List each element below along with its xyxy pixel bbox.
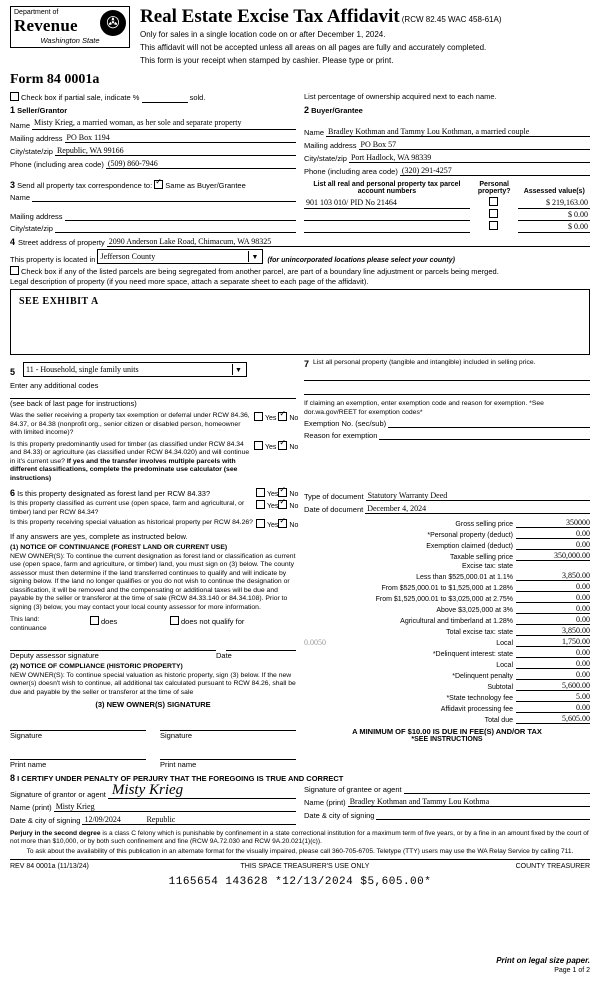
partial-sale-checkbox[interactable]	[10, 92, 19, 101]
buyer-section	[304, 105, 590, 176]
reason-label: Reason for exemption	[304, 431, 378, 441]
calc-label-4: Excise tax: state	[462, 563, 513, 571]
table-row	[304, 220, 590, 232]
calc-value-7: 0.00	[516, 593, 590, 603]
grantor-print-label: Name (print)	[10, 802, 52, 812]
correspondence-section	[10, 180, 296, 233]
personal-property-header: Personal property?	[477, 181, 511, 196]
calc-label-8: Above $3,025,000 at 3%	[436, 607, 513, 615]
seller-city-label: City/state/zip	[10, 146, 53, 156]
does-label: does	[101, 617, 118, 627]
doc-date-label: Date of document	[304, 505, 364, 515]
section8	[10, 773, 590, 825]
county-treasurer-label: COUNTY TREASURER	[515, 863, 590, 871]
legal-description-note: Legal description of property (if you need more space, attach a separate sheet to each page of the affidavit).	[10, 277, 369, 287]
buyer-phone-label: Phone (including area code)	[304, 167, 398, 177]
calc-value-14[interactable]: 0.00	[516, 670, 590, 680]
section5-question-2: Is this property predominantly used for timber (as classified under RCW 84.34 and 84.33) or agriculture (as classified under RCW 84.34.020) and will continue in it's current use?	[10, 440, 250, 465]
calc-value-3: 350,000.00	[516, 551, 590, 561]
calc-value-17: 0.00	[516, 703, 590, 713]
seller-heading: Seller/Grantor	[17, 106, 68, 116]
calc-value-18: 5,605.00	[516, 714, 590, 724]
q1-no-checkbox[interactable]	[278, 412, 287, 421]
grantor-sig-label: Signature of grantor or agent	[10, 789, 106, 799]
use-code-select[interactable]	[23, 362, 247, 377]
section8-num: 8	[10, 773, 16, 784]
section4-num: 4	[10, 237, 16, 248]
calc-value-5: 3,850.00	[516, 571, 590, 581]
calc-value-12[interactable]: 0.00	[516, 648, 590, 658]
calc-label-1: *Personal property (deduct)	[427, 532, 513, 540]
perjury-body: is a class C felony which is punishable by confinement in a state correctional institution for a maximum term of five years, or by a fine in an amount fixed by the court of not more than $10,000, or by both such confinement and fine (RCW 9A.72.030 and RCW 9A.20.021(1)(c)).	[10, 829, 589, 845]
buyer-mailing-label: Mailing address	[304, 141, 357, 151]
section5	[10, 359, 299, 483]
calc-label-0: Gross selling price	[455, 521, 513, 529]
parcel-number-0[interactable]: 901 103 010/ PID No 21464	[304, 196, 470, 208]
section6-question-1: Is this property designated as forest land per RCW 84.33?	[17, 489, 211, 499]
calc-label-10: Total excise tax: state	[446, 629, 513, 637]
partial-sale-line	[10, 92, 296, 103]
calc-label-6: From $525,000.01 to $1,525,000 at 1.28%	[381, 585, 513, 593]
section7-intro: List all personal property (tangible and intangible) included in selling price.	[313, 359, 536, 367]
rev-number: REV 84 0001a (11/13/24)	[10, 863, 89, 871]
section6-question-3: Is this property receiving special valuation as historical property per RCW 84.26?	[10, 519, 253, 527]
chevron-down-icon[interactable]: ▼	[232, 364, 244, 375]
header-line-2: This affidavit will not be accepted unless all areas on all pages are fully and accurately completed.	[140, 42, 487, 52]
print-note: Print on legal size paper.	[496, 956, 590, 965]
grantee-print-value[interactable]: Bradley Kothman and Tammy Lou Kothma	[348, 797, 590, 807]
assessed-value-2[interactable]: $ 0.00	[518, 220, 590, 232]
doc-date-value[interactable]: December 4, 2024	[365, 504, 590, 514]
calc-label-16: *State technology fee	[446, 695, 513, 703]
calc-value-13[interactable]: 0.00	[516, 659, 590, 669]
s6q2-yes-checkbox[interactable]	[256, 500, 265, 509]
tax-calculation	[304, 488, 590, 769]
calc-value-11: 1,750.00	[516, 637, 590, 647]
buyer-city-label: City/state/zip	[304, 154, 347, 164]
calc-label-5: Less than $525,000.01 at 1.1%	[416, 574, 513, 582]
perjury-note	[10, 830, 590, 846]
parcel-table	[304, 180, 590, 233]
buyer-num: 2	[304, 105, 310, 116]
segregation-label: Check box if any of the listed parcels are being segregated from another parcel, are part of a boundary line adjustment or parcels being merged.	[21, 267, 499, 277]
personal-property-checkbox-0[interactable]	[489, 197, 498, 206]
does-not-label: does not qualify for	[181, 617, 245, 627]
exemption-no-label: Exemption No. (sec/sub)	[304, 419, 387, 429]
section7-num: 7	[304, 359, 310, 370]
ownership-note: List percentage of ownership acquired next to each name.	[304, 92, 497, 102]
q1-no-label: No	[289, 415, 299, 423]
notice3-title: (3) NEW OWNER(S) SIGNATURE	[95, 700, 211, 710]
county-select[interactable]	[97, 249, 263, 264]
exemption-note: If claiming an exemption, enter exemption code and reason for exemption. *See dor.wa.gov/REET for exemption codes*	[304, 400, 544, 416]
page-header	[10, 6, 590, 66]
seller-section	[10, 105, 296, 176]
calc-label-14: *Delinquent penalty	[452, 673, 513, 681]
personal-property-field-1[interactable]	[304, 371, 590, 381]
additional-codes-field[interactable]	[10, 390, 296, 399]
grantee-date-label: Date & city of signing	[304, 811, 375, 821]
q2-yes-label: Yes	[265, 443, 277, 451]
see-instructions-note: *SEE INSTRUCTIONS	[411, 736, 483, 744]
same-as-buyer-label: Same as Buyer/Grantee	[165, 181, 246, 191]
section4	[10, 237, 590, 355]
continuance-label: continuance	[10, 624, 47, 632]
deputy-date-label: Date	[216, 651, 232, 661]
exemption-no-field[interactable]	[388, 427, 590, 428]
calc-value-2[interactable]: 0.00	[516, 540, 590, 550]
calc-value-1[interactable]: 0.00	[516, 529, 590, 539]
sold-label: sold.	[189, 93, 206, 103]
buyer-name-value[interactable]: Bradley Kothman and Tammy Lou Kothman, a married couple	[326, 127, 590, 137]
calc-label-13: Local	[496, 662, 513, 670]
page-number: Page 1 of 2	[554, 967, 590, 974]
calc-value-15: 5,600.00	[516, 681, 590, 691]
minimum-due-note: A MINIMUM OF $10.00 IS DUE IN FEE(S) AND/OR TAX	[352, 727, 542, 737]
s6q3-no-checkbox[interactable]	[278, 519, 287, 528]
grantor-signature[interactable]: Misty Krieg	[108, 784, 296, 799]
does-checkbox[interactable]	[90, 616, 99, 625]
s6q2-no-checkbox[interactable]	[278, 500, 287, 509]
parcel-header: List all real and personal property tax parcel account numbers	[313, 181, 461, 196]
legal-description-text: SEE EXHIBIT A	[19, 296, 99, 308]
notice2-body: NEW OWNER(S): To continue special valuation as historic property, sign (3) below. If the new owner(s) doesn't wish to continue, all additional tax calculated pursuant to RCW 84.26, shall be due and payable by the seller or transferor at the time of sale	[10, 671, 296, 696]
buyer-phone-value[interactable]: (320) 291-4257	[400, 166, 590, 176]
section3-num: 3	[10, 180, 16, 191]
located-in-label: This property is located in	[10, 255, 96, 265]
section5-question-1: Was the seller receiving a property tax exemption or deferral under RCW 84.36, 84.37, or 84.38 (nonprofit org., senior citizen or disabled person, homeowner with limited income)?	[10, 412, 250, 437]
calc-value-0[interactable]: 350000	[516, 518, 590, 528]
same-as-buyer-checkbox[interactable]	[154, 180, 163, 189]
new-owner-print-label-1: Print name	[10, 760, 47, 770]
personal-property-checkbox-1[interactable]	[489, 209, 498, 218]
buyer-heading: Buyer/Grantee	[311, 106, 363, 116]
revenue-swirl-icon: ✇	[100, 10, 126, 36]
section6: 6 Is this property designated as forest land per RCW 84.33? Yes ✓ No Is this property classified as current use (open space, farm and agricultural, or timber) land per RCW 84.34? Yes ✓ No Is this property receiving special valuation as historical property per RCW 84.26? Yes ✓ No If any answers are yes, complete as instructed below. (1) NOTICE OF CONTINUANCE (FOREST LAND OR CURRENT USE) NEW OWNER(S): To continue the current designation as forest land or classification as current use (open space, farm and agriculture, or timber) land, you must sign on (3) below. The county assessor must then determine if the land transferred continues to qualify and will indicate by signing below. If the land no longer qualifies or you do not wish to continue the designation or classification, it will be removed and the compensating or additional taxes will be due and payable by the seller or transferor at the time of sale (RCW 84.33.140 or 84.34.108). Prior to signing (3) below, you may contact your local county assessor for more information. This land: continuance does does not qualify for Deputy assessor signature Date (2) NOTICE OF COMPLIANCE (HISTORIC PROPERTY) NEW OWNER(S): To continue special valuation as historic property, sign (3) below. If the new owner(s) doesn't wish to continue, all additional tax calculated pursuant to RCW 84.26, shall be due and payable by the seller or transferor at the time of sale (3) NEW OWNER(S) SIGNATURE Signature Signature Print name Print name	[10, 488, 296, 769]
notice1-body: NEW OWNER(S): To continue the current designation as forest land or classification as current use (open space, farm and agriculture, or timber) land, you must sign on (3) below. The county assessor must then determine if the land transferred continues to qualify and will indicate by signing below. If the land no longer qualifies or you do not wish to continue the designation or classification, it will be removed and the compensating or additional taxes will be due and payable by the seller or transferor at the time of sale (RCW 84.33.140 or 84.34.108). Prior to signing (3) below, you may contact your local county assessor for more information.	[10, 552, 296, 611]
treasurer-stamp: 1165654 143628 *12/13/2024 $5,605.00*	[168, 876, 432, 889]
header-line-1: Only for sales in a single location code on or after December 1, 2024.	[140, 30, 386, 39]
header-line-3: This form is your receipt when stamped by cashier. Please type or print.	[140, 55, 394, 65]
corr-mailing-value[interactable]	[65, 220, 296, 221]
calc-label-17: Affidavit processing fee	[440, 706, 513, 714]
calc-label-2: Exemption claimed (deduct)	[426, 543, 513, 551]
calc-value-9: 0.00	[516, 615, 590, 625]
section3-label: Send all property tax correspondence to:	[17, 181, 153, 191]
page-title: Real Estate Excise Tax Affidavit	[140, 6, 400, 27]
seller-city-value[interactable]: Republic, WA 99166	[55, 146, 296, 156]
seller-phone-value[interactable]: (509) 860-7946	[106, 159, 296, 169]
see-back-note: (see back of last page for instructions)	[10, 399, 137, 409]
new-owner-sig-label-2: Signature	[160, 731, 193, 741]
section5-question-2-bold: If yes and the transfer involves multiple parcels with different classifications, complete the predominate use calculator (see instructions)	[10, 457, 238, 482]
grantor-date-value[interactable]: 12/09/2024	[82, 815, 144, 825]
calc-label-15: Subtotal	[487, 684, 513, 692]
calc-label-9: Agricultural and timberland at 1.28%	[400, 618, 513, 626]
deputy-assessor-label: Deputy assessor signature	[10, 651, 99, 661]
county-value: Jefferson County	[100, 252, 156, 262]
calc-value-6: 0.00	[516, 582, 590, 592]
corr-city-label: City/state/zip	[10, 224, 53, 234]
grantee-print-label: Name (print)	[304, 798, 346, 808]
assessed-value-header: Assessed value(s)	[523, 188, 585, 196]
corr-mailing-label: Mailing address	[10, 212, 63, 222]
corr-name-label: Name	[10, 193, 31, 203]
calc-label-7: From $1,525,000.01 to $3,025,000 at 2.75%	[375, 596, 513, 604]
segregation-checkbox[interactable]	[10, 266, 19, 275]
agency-logo	[10, 6, 130, 48]
seller-mailing-label: Mailing address	[10, 133, 63, 143]
local-rate: 0.0050	[304, 638, 326, 648]
partial-sale-label: Check box if partial sale, indicate %	[21, 93, 140, 103]
use-code-value: 11 - Household, single family units	[26, 365, 139, 375]
q1-yes-checkbox[interactable]	[254, 412, 263, 421]
new-owner-sig-label-1: Signature	[10, 731, 43, 741]
corr-city-value[interactable]	[55, 232, 296, 233]
section5-num: 5	[10, 367, 16, 378]
grantor-date-label: Date & city of signing	[10, 815, 81, 825]
perjury-title: Perjury in the second degree	[10, 829, 101, 837]
buyer-mailing-value[interactable]: PO Box 57	[359, 140, 590, 150]
section6-num: 6	[10, 488, 16, 499]
seller-name-value[interactable]: Misty Krieg, a married woman, as her sole and separate property	[32, 118, 296, 129]
calc-label-12: *Delinquent interest: state	[432, 651, 513, 659]
new-owner-print-label-2: Print name	[160, 760, 197, 770]
table-row	[304, 208, 590, 220]
state-label: Washington State	[40, 36, 100, 45]
rcw-reference: (RCW 82.45 WAC 458-61A)	[401, 15, 502, 24]
personal-property-checkbox-2[interactable]	[489, 221, 498, 230]
doc-type-label: Type of document	[304, 492, 364, 502]
street-address-label: Street address of property	[18, 238, 105, 248]
certify-text: I CERTIFY UNDER PENALTY OF PERJURY THAT THE FOREGOING IS TRUE AND CORRECT	[17, 774, 344, 784]
additional-codes-label: Enter any additional codes	[10, 381, 99, 391]
notice2-title: (2) NOTICE OF COMPLIANCE (HISTORIC PROPERTY)	[10, 663, 183, 671]
grantee-sig-label: Signature of grantee or agent	[304, 785, 402, 795]
ada-note: To ask about the availability of this publication in an alternate format for the visually impaired, please call 360-705-6705. Teletype (TTY) users may use the WA Relay Service by calling 711.	[26, 847, 574, 855]
s6q1-no-checkbox[interactable]	[278, 488, 287, 497]
grantor-print-value[interactable]: Misty Krieg	[54, 802, 296, 812]
calc-value-8: 0.00	[516, 604, 590, 614]
calc-value-16: 5.00	[516, 692, 590, 702]
parcel-number-2[interactable]	[304, 220, 470, 232]
calc-label-11: Local	[496, 640, 513, 648]
reason-field[interactable]	[379, 439, 590, 440]
footer-row	[10, 863, 590, 870]
assessed-value-0[interactable]: $ 219,163.00	[518, 196, 590, 208]
calc-label-3: Taxable selling price	[449, 554, 513, 562]
grantee-date-value[interactable]	[376, 810, 590, 820]
form-number: Form 84 0001a	[10, 72, 100, 88]
grantee-signature[interactable]	[404, 784, 590, 794]
seller-name-label: Name	[10, 120, 31, 130]
doc-type-value[interactable]: Statutory Warranty Deed	[366, 491, 590, 501]
this-land-label: This land:	[10, 616, 40, 624]
section7	[304, 359, 590, 483]
chevron-down-icon[interactable]: ▼	[248, 251, 260, 262]
s6q3-yes-checkbox[interactable]	[256, 519, 265, 528]
assessed-value-1[interactable]: $ 0.00	[518, 208, 590, 220]
q1-yes-label: Yes	[265, 415, 277, 423]
table-row	[304, 196, 590, 208]
buyer-name-label: Name	[304, 128, 325, 138]
revenue-label: Revenue	[14, 16, 78, 35]
q2-no-checkbox[interactable]	[278, 441, 287, 450]
personal-property-field-2[interactable]	[304, 385, 590, 395]
street-address-value[interactable]: 2090 Anderson Lake Road, Chimacum, WA 98325	[107, 237, 590, 247]
s6q1-yes-checkbox[interactable]	[256, 488, 265, 497]
buyer-city-value[interactable]: Port Hadlock, WA 98339	[349, 153, 590, 163]
treasurer-space-label: THIS SPACE TREASURER'S USE ONLY	[240, 863, 370, 871]
seller-num: 1	[10, 105, 16, 116]
seller-mailing-value[interactable]: PO Box 1194	[65, 133, 296, 143]
if-any-note: If any answers are yes, complete as instructed below.	[10, 532, 188, 542]
q2-no-label: No	[289, 443, 299, 451]
corr-name-value[interactable]	[32, 201, 296, 202]
dept-label: Department of	[14, 9, 59, 16]
calc-label-18: Total due	[484, 717, 513, 725]
notice1-title: (1) NOTICE OF CONTINUANCE (FOREST LAND OR CURRENT USE)	[10, 544, 228, 552]
does-not-checkbox[interactable]	[170, 616, 179, 625]
grantor-city-value[interactable]: Republic	[144, 815, 296, 825]
legal-description-box[interactable]	[10, 289, 590, 355]
county-note: (for unincorporated locations please select your county)	[267, 257, 455, 265]
parcel-number-1[interactable]	[304, 208, 470, 220]
calc-value-10: 3,850.00	[516, 626, 590, 636]
seller-phone-label: Phone (including area code)	[10, 159, 104, 169]
q2-yes-checkbox[interactable]	[254, 441, 263, 450]
section6-question-2: Is this property classified as current use (open space, farm and agricultural, or timber) land per RCW 84.34?	[10, 500, 245, 516]
